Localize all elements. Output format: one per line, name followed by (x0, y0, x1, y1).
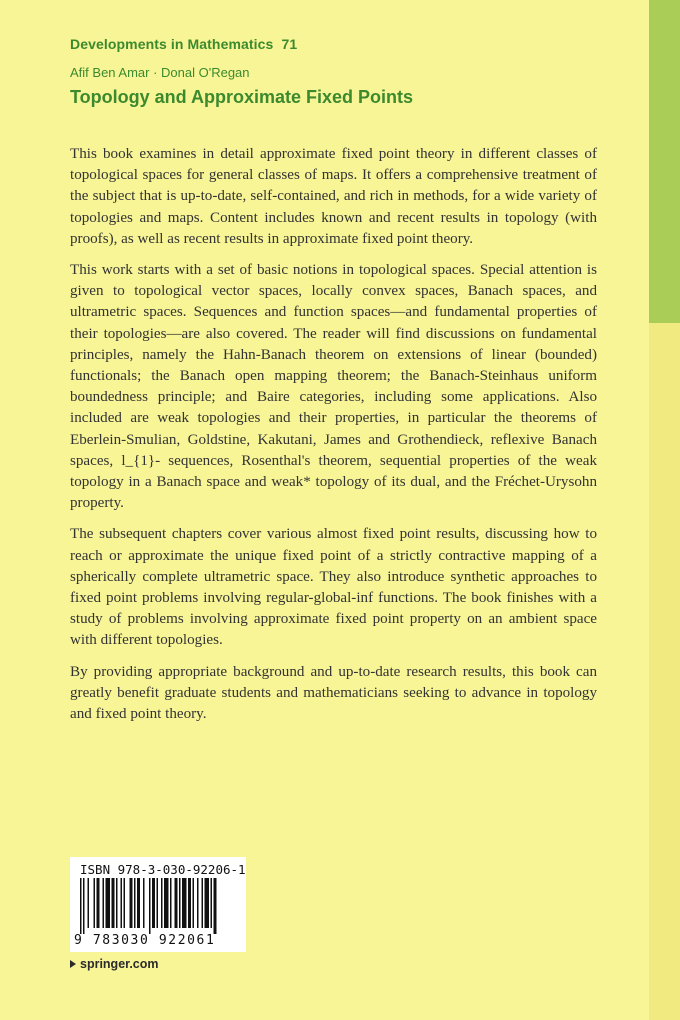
barcode-bar (182, 878, 187, 928)
barcode-bars (78, 878, 238, 934)
series-number: 71 (281, 36, 298, 52)
arrow-right-icon (70, 960, 76, 968)
barcode-bar (214, 878, 217, 934)
barcode-bar (175, 878, 178, 928)
blurb-paragraph: By providing appropriate background and up-to-date research results, this book can greatly benefit graduate students and mathematicians seeking to advance in topology and fixed point theory. (70, 663, 597, 723)
isbn-barcode (70, 857, 246, 952)
barcode-bar (179, 878, 181, 928)
barcode-bar (121, 878, 123, 928)
barcode-bar (83, 878, 85, 934)
barcode-bar (197, 878, 199, 928)
publisher-link-label: springer.com (80, 957, 159, 971)
book-title: Topology and Approximate Fixed Points (70, 87, 414, 107)
authors: Afif Ben Amar · Donal O'Regan (70, 65, 250, 80)
barcode-bar (149, 878, 151, 934)
barcode-bar (116, 878, 118, 928)
barcode-bar (205, 878, 210, 928)
barcode-bar (211, 878, 213, 928)
blurb-paragraph: The subsequent chapters cover various almost fixed point results, discussing how to reach or approximate the unique fixed point of a strictly contractive mapping of a spherically complete ultrametric space. They also introduce synthetic approaches to fixed point problems involving regular-global-inf functions. The book finishes with a study of problems involving approximate fixed point property on an ambient space with different topologies. (70, 526, 597, 649)
barcode-bar (193, 878, 195, 928)
barcode-bar (88, 878, 90, 928)
barcode-bar (103, 878, 105, 928)
blurb-paragraph: This book examines in detail approximate fixed point theory in different classes of topological spaces for general classes of maps. It offers a comprehensive treatment of the subject that is up-to-date, self-contained, and rich in methods, for a wide variety of topologies and maps. Content includes known and recent results in topology (with proofs), as well as recent results in approximate fixed point theory. (70, 146, 597, 247)
barcode-bar (164, 878, 169, 928)
series-line (70, 36, 297, 52)
barcode-bar (124, 878, 126, 928)
barcode-bar (112, 878, 115, 928)
barcode-bar (157, 878, 159, 928)
barcode-bar (97, 878, 100, 928)
barcode-bar (152, 878, 155, 928)
barcode-bar (161, 878, 163, 928)
barcode-bar (134, 878, 136, 928)
barcode-bar (106, 878, 111, 928)
isbn-label: ISBN 978-3-030-92206-1 (80, 862, 246, 877)
blurb-paragraph: This work starts with a set of basic notions in topological spaces. Special attention is given to topological vector spaces, locally convex spaces, Banach spaces, and ultrametric spaces. Sequences and function spaces—and fundamental properties of their topologies—are also covered. The reader will find discussions on fundamental principles, namely the Hahn-Banach theorem on extensions of linear (bounded) functionals; the Banach open mapping theorem; the Banach-Steinhaus uniform boundedness principle; and Baire categories, including some applications. Also included are weak topologies and their properties, in particular the theorems of Eberlein-Smulian, Goldstine, Kakutani, James and Grothendieck, reflexive Banach spaces, l_{1}- sequences, Rosenthal's theorem, sequential properties of the weak topology in a Banach space and weak* topology of its dual, and the Fréchet-Urysohn property. (70, 262, 597, 512)
barcode-bar (80, 878, 82, 934)
barcode-bar (130, 878, 133, 928)
side-stripe-yellow (649, 323, 680, 1020)
blurb (70, 144, 597, 735)
barcode-bar (170, 878, 172, 928)
barcode-bar (143, 878, 145, 928)
barcode-bar (137, 878, 140, 928)
side-stripe-green (649, 0, 680, 323)
barcode-bar (94, 878, 96, 928)
barcode-digits: 9 783030 922061 (74, 933, 216, 948)
series-name: Developments in Mathematics (70, 36, 274, 52)
barcode-bar (188, 878, 191, 928)
barcode-bar (202, 878, 204, 928)
publisher-link[interactable] (70, 957, 159, 971)
